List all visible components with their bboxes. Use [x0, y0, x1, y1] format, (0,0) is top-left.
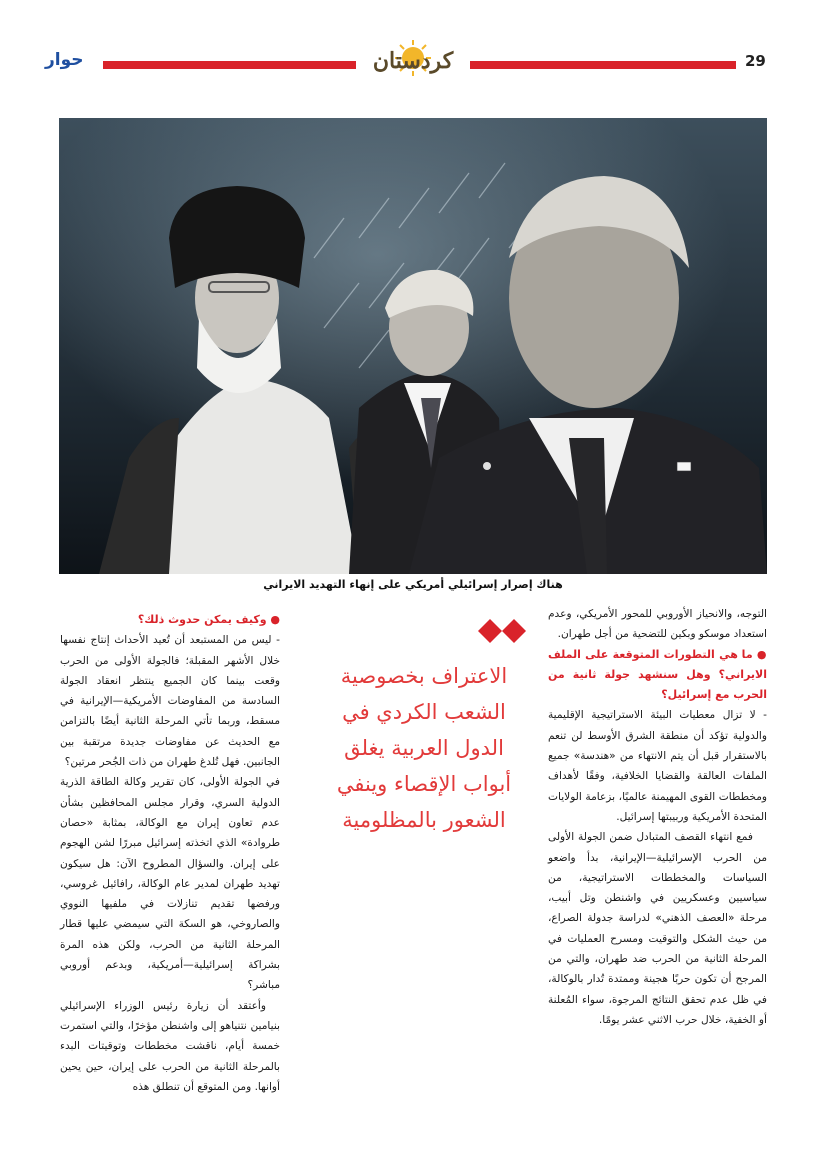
paragraph: - لا تزال معطيات البيئة الاستراتيجية الإقليمية والدولية تؤكد أن منطقة الشرق الأوسط لن تنعم بالاستقرار قبل أن يتم الانتهاء من «هندسة» جميع الملفات العالقة والقضايا الخلافية، وفقًا لأهداف ومخططات القوى المهيمنة عالميًا، بزعامة الولايات المتحدة الأمريكية وربيبتها إسرائيل. [548, 709, 767, 823]
paragraph: وأعتقد أن زيارة رئيس الوزراء الإسرائيلي بنيامين نتنياهو إلى واشنطن مؤخرًا، والتي استمرت خمسة أيام، ناقشت مخططات وتوقيتات البدء بالمرحلة الثانية من الحرب على إيران، حين يحين أوانها. ومن المتوقع أن تنطلق هذه [60, 999, 280, 1093]
question-text: وكيف يمكن حدوث ذلك؟ [137, 613, 267, 626]
svg-text:كردستان: كردستان [372, 48, 454, 74]
paragraph: في الجولة الأولى، كان تقرير وكالة الطاقة الذرية الدولية السري، وقرار مجلس المحافظين بشأن عدم تعاون إيران مع الوكالة، بمثابة «حصان طروادة» الذي اتخذته إسرائيل مبررًا لشن الهجوم على إيران. والسؤال المطروح الآن: هل سيكون تهديد طهران لمدير عام الوكالة، رافائيل غروسي، ورفضها تقديم تنازلات في ملفيها النووي والصاروخي، هو السكة التي سيمضي عليها قطار المرحلة الثانية من الحرب، ولكن هذه المرة بشراكة إسرائيلية—أمريكية، وبدعم أوروبي مباشر؟ [60, 776, 280, 992]
photo-caption: هناك إصرار إسرائيلي أمريكي على إنهاء التهديد الايراني [263, 578, 563, 591]
bullet-dot-icon: ● [752, 647, 767, 661]
pull-quote-line: أبواب الإقصاء وينفي [336, 772, 512, 796]
question-heading [60, 610, 280, 630]
header-rule-left [103, 61, 356, 69]
paragraph: - ليس من المستبعد أن تُعيد الأحداث إنتاج نفسها خلال الأشهر المقبلة؛ فالجولة الأولى من الحرب وقعت بينما كان الجميع ينتظر انعقاد الجولة السادسة من المفاوضات الأمريكية—الإيرانية في مسقط، وربما تأتي المرحلة الثانية أيضًا بالتزامن مع الحديث عن مفاوضات جديدة مرتقبة بين الجانبين. فهل تُلدغ طهران من ذات الجُحر مرتين؟ [60, 634, 280, 769]
pull-quote-line: الشعب الكردي في [342, 700, 506, 724]
paragraph: فمع انتهاء القصف المتبادل ضمن الجولة الأولى من الحرب الإسرائيلية—الإيرانية، بدأ واضعو السياسات والمخططات الاستراتيجية، من سياسيين وعسكريين في واشنطن وتل أبيب، مرحلة «العصف الذهني» لدراسة جدولة الصراع، من حيث الشكل والتوقيت ومسرح العمليات في المرحلة الثانية من الحرب ضد طهران، والتي من المرجح أن تكون حربًا هجينة وممتدة تُدار بالوكالة، في ظل عدم تحقق النتائج المرجوة، سواء المُعلنة أو الخفية، خلال حرب الاثني عشر يومًا. [548, 831, 767, 1026]
pull-quote-line: الدول العربية يغلق [344, 736, 504, 760]
bullet-dot-icon: ● [266, 613, 280, 626]
magazine-logo [358, 36, 468, 82]
diamonds-icon [477, 618, 527, 644]
question-text: ما هي التطورات المتوقعة على الملف الايراني؟ وهل سنشهد جولة ثانية من الحرب مع إسرائيل؟ [548, 647, 767, 702]
article-column-left [60, 610, 280, 1097]
article-column-right [548, 604, 767, 1030]
paragraph: التوجه، والانحياز الأوروبي للمحور الأمريكي، وعدم استعداد موسكو وبكين للتضحية من أجل طهران. [548, 608, 767, 641]
pull-quote-line: الشعور بالمظلومية [342, 808, 506, 832]
header-rule-right [470, 61, 736, 69]
question-heading [548, 645, 767, 706]
pull-quote-text [315, 658, 533, 838]
page-header [0, 46, 827, 82]
leaders-photo [59, 118, 767, 574]
cover-photo [59, 118, 767, 574]
pull-quote-line: الاعتراف بخصوصية [340, 664, 508, 688]
section-label: حوار [45, 50, 84, 70]
page-number: 29 [745, 52, 766, 70]
